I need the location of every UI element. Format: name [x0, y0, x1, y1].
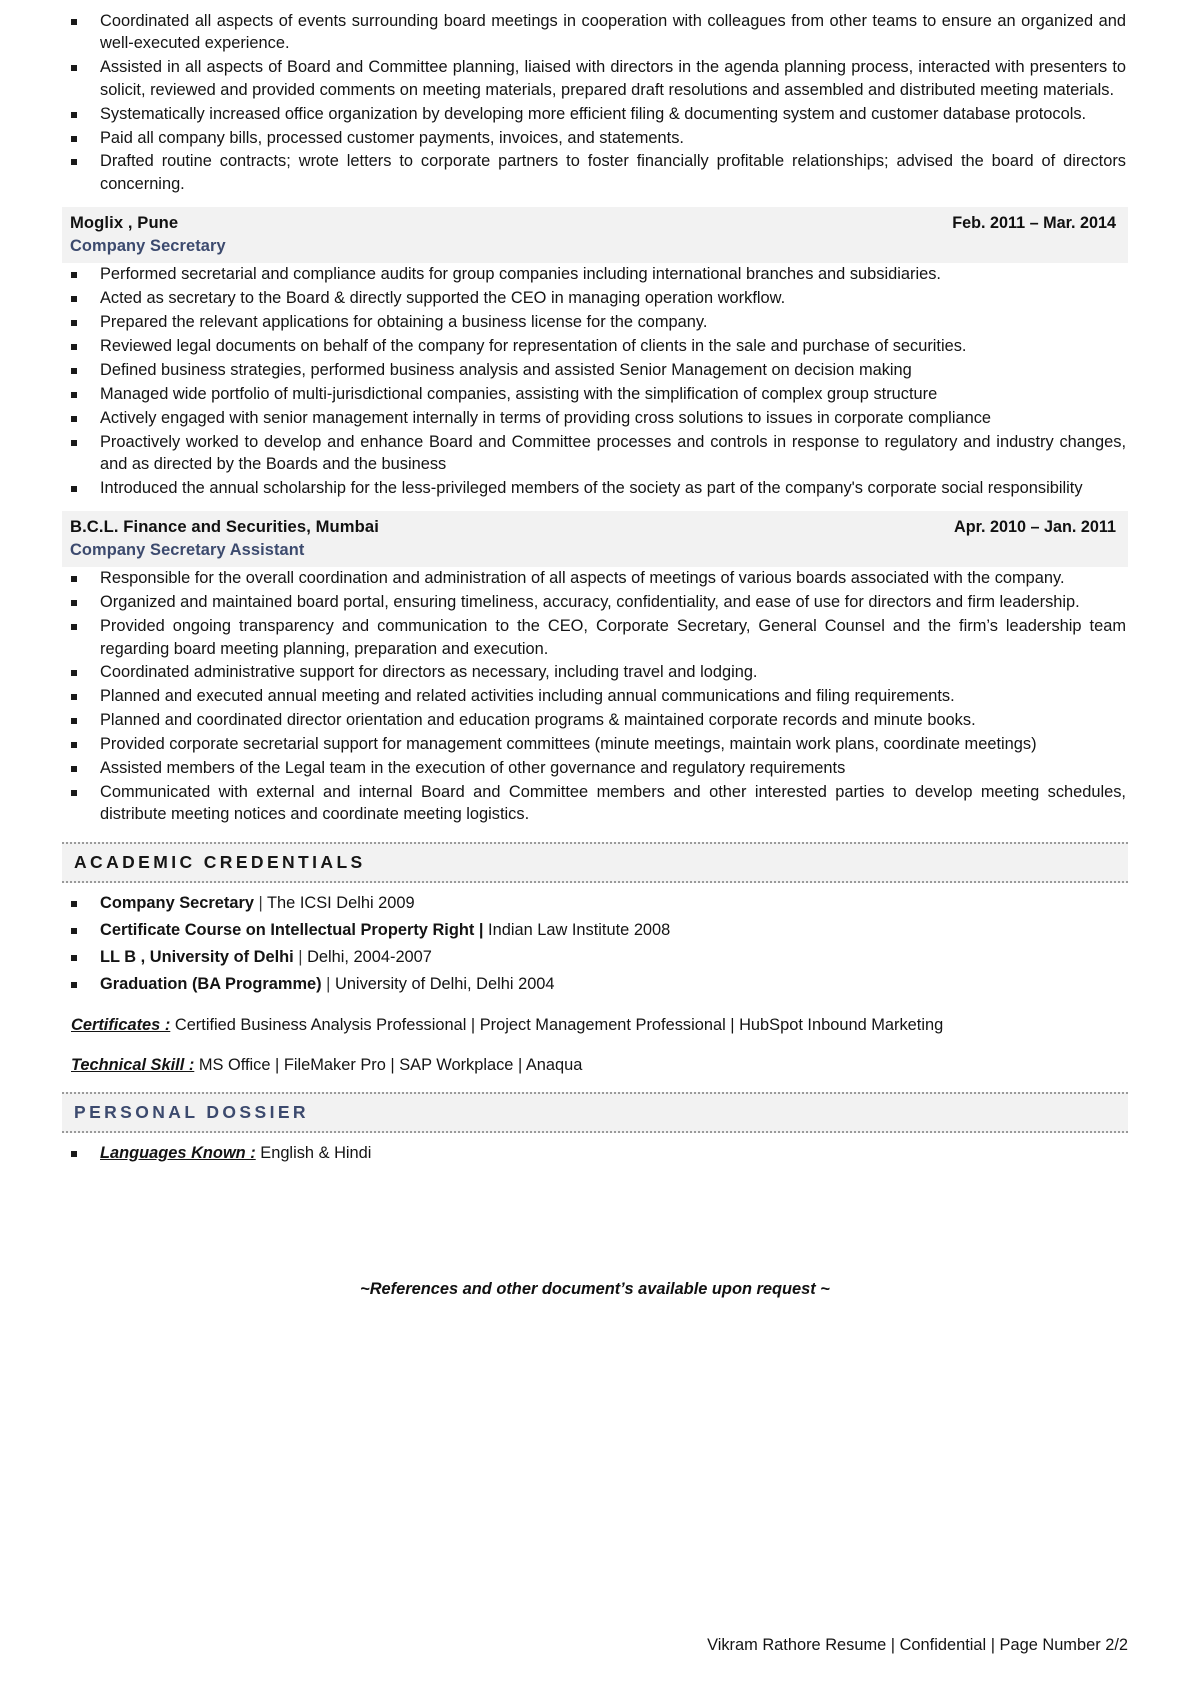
list-item: Planned and coordinated director orientation and education programs & maintained corporate records and minute books.: [62, 709, 1128, 731]
certificates-label: Certificates :: [71, 1015, 171, 1034]
certificates-value: Certified Business Analysis Professional | Project Management Professional | HubSpot Inbound Marketing: [170, 1015, 944, 1034]
certificates-line: [62, 1014, 1128, 1036]
section-band-personal: [62, 1092, 1128, 1133]
academic-degree: Company Secretary: [100, 893, 254, 912]
personal-dossier-list: [62, 1142, 1128, 1164]
list-item: Responsible for the overall coordination and administration of all aspects of meetings of various boards associated with the company.: [62, 567, 1128, 589]
list-item: [62, 1142, 1128, 1164]
list-item: Planned and executed annual meeting and related activities including annual communications and filing requirements.: [62, 685, 1128, 707]
list-item: Acted as secretary to the Board & directly supported the CEO in managing operation workflow.: [62, 287, 1128, 309]
list-item: Communicated with external and internal Board and Committee members and other interested parties to develop meeting schedules, distribute meeting notices and coordinate meeting logistics.: [62, 781, 1128, 826]
experience-header-band: [62, 207, 1128, 263]
academic-entry: [62, 892, 1128, 915]
academic-degree: LL B , University of Delhi: [100, 947, 294, 966]
experience-section: [62, 207, 1128, 826]
technical-skill-value: MS Office | FileMaker Pro | SAP Workplace | Anaqua: [194, 1055, 583, 1074]
list-item: Introduced the annual scholarship for the less-privileged members of the society as part of the company's corporate social responsibility: [62, 477, 1128, 499]
academic-institute: Indian Law Institute 2008: [488, 920, 671, 939]
company-name: B.C.L. Finance and Securities, Mumbai: [70, 517, 379, 537]
academic-institute: The ICSI Delhi 2009: [267, 893, 415, 912]
list-item: Provided corporate secretarial support for management committees (minute meetings, maintain work plans, coordinate meetings): [62, 733, 1128, 755]
list-item: Reviewed legal documents on behalf of the company for representation of clients in the sale and purchase of securities.: [62, 335, 1128, 357]
experience-header-row: [70, 213, 1116, 233]
list-item: Prepared the relevant applications for obtaining a business license for the company.: [62, 311, 1128, 333]
list-item: Assisted members of the Legal team in the execution of other governance and regulatory requirements: [62, 757, 1128, 779]
academic-institute: Delhi, 2004-2007: [307, 947, 432, 966]
academic-institute: University of Delhi, Delhi 2004: [334, 974, 555, 993]
academic-separator: |: [253, 893, 268, 912]
languages-known-label: Languages Known :: [100, 1143, 256, 1162]
academic-degree: Certificate Course on Intellectual Property Right |: [100, 920, 484, 939]
academic-entry: [62, 919, 1128, 942]
job-title: Company Secretary: [70, 237, 226, 256]
list-item: Assisted in all aspects of Board and Committee planning, liaised with directors in the agenda planning process, interacted with presenters to solicit, reviewed and provided comments on meeting materials, prepared draft resolutions and assembled and distributed meeting materials.: [62, 56, 1128, 101]
technical-skill-label: Technical Skill :: [71, 1055, 195, 1074]
technical-skill-line: [62, 1054, 1128, 1076]
list-item: Provided ongoing transparency and communication to the CEO, Corporate Secretary, General Counsel and the firm’s leadership team regarding board meeting planning, preparation and execution.: [62, 615, 1128, 660]
list-item: Coordinated all aspects of events surrounding board meetings in cooperation with colleagues from other teams to ensure an organized and well-executed experience.: [62, 10, 1128, 55]
list-item: Defined business strategies, performed business analysis and assisted Senior Management on decision making: [62, 359, 1128, 381]
academic-degree: Graduation (BA Programme): [100, 974, 322, 993]
experience-bullets-1: [62, 263, 1128, 499]
employment-dates: Apr. 2010 – Jan. 2011: [954, 518, 1116, 537]
list-item: Organized and maintained board portal, ensuring timeliness, accuracy, confidentiality, and ease of use for directors and firm leadership.: [62, 591, 1128, 613]
employment-dates: Feb. 2011 – Mar. 2014: [952, 214, 1116, 233]
company-name: Moglix , Pune: [70, 213, 179, 233]
academic-separator: |: [321, 974, 335, 993]
job-title: Company Secretary Assistant: [70, 541, 305, 560]
section-band-academic: [62, 842, 1128, 883]
academic-entry: [62, 946, 1128, 969]
languages-known-value: English & Hindi: [255, 1143, 372, 1162]
closing-note: ~References and other document’s available upon request ~: [360, 1280, 830, 1299]
academic-entry: [62, 973, 1128, 996]
experience-header-row: [70, 517, 1116, 537]
continued-responsibilities-list: [62, 10, 1128, 195]
list-item: Actively engaged with senior management internally in terms of providing cross solutions to issues in corporate compliance: [62, 407, 1128, 429]
academic-separator: |: [293, 947, 308, 966]
list-item: Proactively worked to develop and enhance Board and Committee processes and controls in response to regulatory and industry changes, and as directed by the Boards and the business: [62, 431, 1128, 476]
list-item: Paid all company bills, processed customer payments, invoices, and statements.: [62, 127, 1128, 149]
list-item: Managed wide portfolio of multi-jurisdictional companies, assisting with the simplification of complex group structure: [62, 383, 1128, 405]
list-item: Performed secretarial and compliance audits for group companies including international branches and subsidiaries.: [62, 263, 1128, 285]
experience-bullets-2: [62, 567, 1128, 825]
academic-credentials-list: [62, 892, 1128, 996]
list-item: Coordinated administrative support for directors as necessary, including travel and lodging.: [62, 661, 1128, 683]
experience-header-band: [62, 511, 1128, 567]
list-item: Systematically increased office organization by developing more efficient filing & documenting system and customer database protocols.: [62, 103, 1128, 125]
page-footer: Vikram Rathore Resume | Confidential | Page Number 2/2: [707, 1636, 1128, 1654]
section-heading-personal: PERSONAL DOSSIER: [74, 1101, 309, 1122]
section-heading-academic: ACADEMIC CREDENTIALS: [74, 851, 366, 872]
list-item: Drafted routine contracts; wrote letters to corporate partners to foster financially profitable relationships; advised the board of directors concerning.: [62, 150, 1128, 195]
